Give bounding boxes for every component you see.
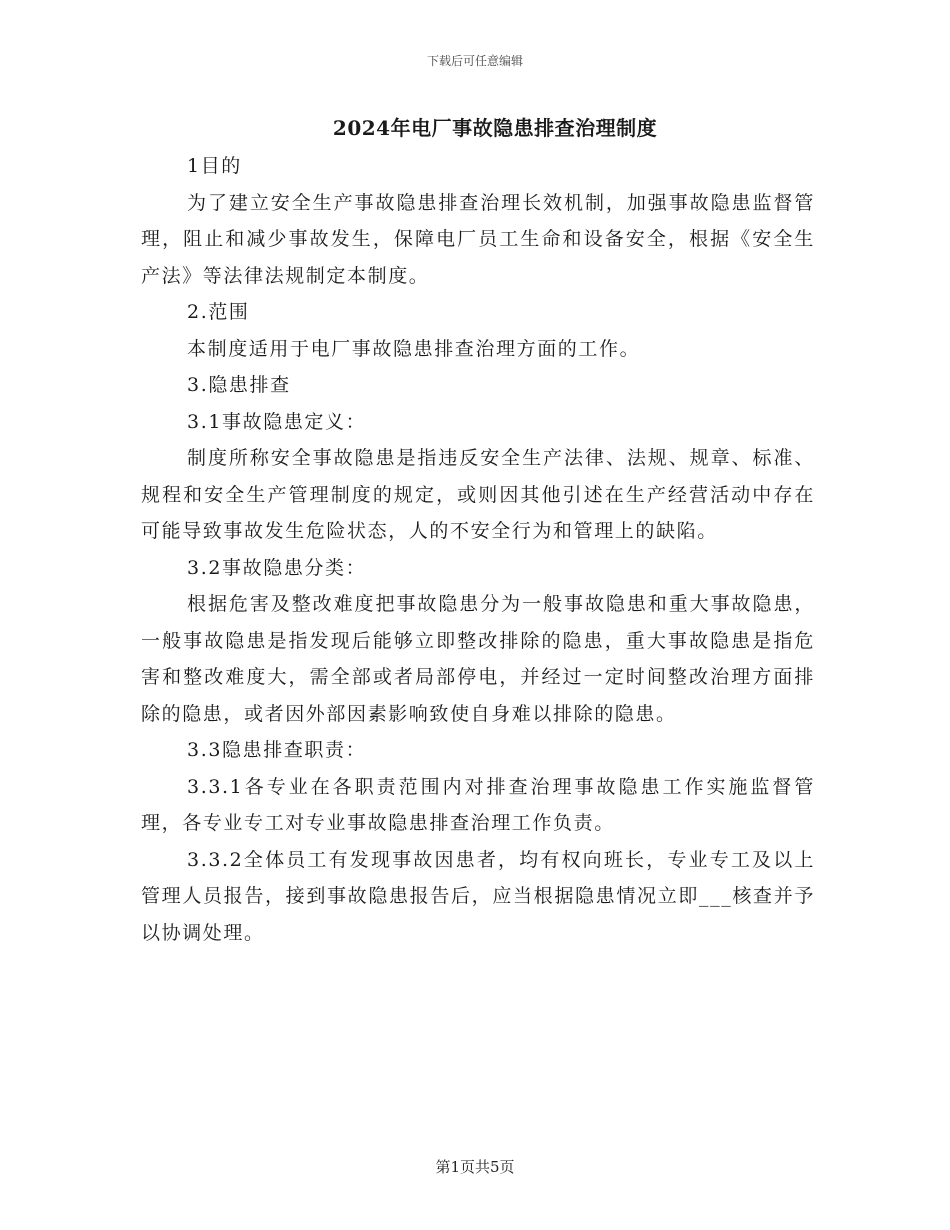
page-indicator: 第1页共5页 xyxy=(435,1158,515,1176)
heading-inspection-duties: 3.3隐患排查职责： xyxy=(187,739,367,761)
document-body xyxy=(141,148,815,951)
paragraph-purpose: 为了建立安全生产事故隐患排查治理长效机制，加强事故隐患监督管理，阻止和减少事故发生，保障电厂员工生命和设备安全，根据《安全生产法》等法律法规制定本制度。 xyxy=(141,191,815,287)
paragraph-scope: 本制度适用于电厂事故隐患排查治理方面的工作。 xyxy=(187,337,641,360)
paragraph-duty-3-3-1: 3.3.1各专业在各职责范围内对排查治理事故隐患工作实施监督管理，各专业专工对专业事故隐患排查治理工作负责。 xyxy=(141,775,815,834)
heading-scope: 2.范围 xyxy=(187,301,250,323)
heading-purpose: 1目的 xyxy=(187,155,242,177)
document-title: 2024年电厂事故隐患排查治理制度 xyxy=(332,116,658,140)
heading-hazard-inspection: 3.隐患排查 xyxy=(187,374,291,396)
heading-hazard-classification: 3.2事故隐患分类： xyxy=(187,556,367,579)
paragraph-hazard-classification: 根据危害及整改难度把事故隐患分为一般事故隐患和重大事故隐患，一般事故隐患是指发现后能够立即整改排除的隐患，重大事故隐患是指危害和整改难度大，需全部或者局部停电，并经过一定时间整改治理方面排除的隐患，或者因外部因素影响致使自身难以排除的隐患。 xyxy=(141,593,815,725)
paragraph-hazard-definition: 制度所称安全事故隐患是指违反安全生产法律、法规、规章、标准、规程和安全生产管理制度的规定，或则因其他引述在生产经营活动中存在可能导致事故发生危险状态，人的不安全行为和管理上的缺陷。 xyxy=(141,447,815,542)
heading-hazard-definition: 3.1事故隐患定义： xyxy=(187,410,367,433)
paragraph-duty-3-3-2: 3.3.2全体员工有发现事故因患者，均有权向班长，专业专工及以上管理人员报告，接到事故隐患报告后，应当根据隐患情况立即___核查并予以协调处理。 xyxy=(141,848,815,944)
header-note: 下载后可任意编辑 xyxy=(426,54,523,68)
